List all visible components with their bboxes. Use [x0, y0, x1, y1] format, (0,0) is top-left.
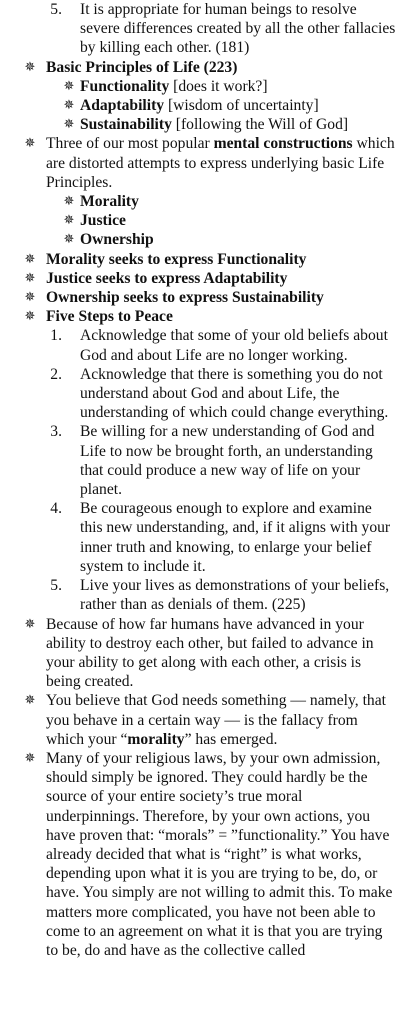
bold-text: Justice seeks to express Adaptability — [46, 269, 288, 287]
text-run: Live your lives as demonstrations of your beliefs, rather than as denials of them. (225) — [80, 577, 390, 614]
item-text — [46, 250, 398, 269]
asterisk-bullet-icon: ✵ — [24, 270, 36, 286]
item-number: 3. — [50, 423, 62, 441]
bold-text: Sustainability — [80, 116, 172, 134]
bold-text: morality — [127, 730, 185, 748]
bold-text: Five Steps to Peace — [46, 308, 173, 326]
text-run: Acknowledge that some of your old beliefs about God and about Life are no longer working. — [80, 327, 388, 364]
numbered-item — [0, 422, 412, 499]
bullet-item — [0, 250, 412, 269]
item-text — [46, 691, 398, 749]
item-number: 1. — [50, 327, 62, 345]
text-run: ” has emerged. — [184, 730, 278, 748]
asterisk-bullet-icon: ✵ — [24, 59, 36, 75]
item-text — [46, 615, 398, 692]
asterisk-bullet-icon: ✵ — [24, 693, 36, 709]
text-run: [does it work?] — [169, 77, 268, 95]
asterisk-bullet-icon: ✵ — [24, 136, 36, 152]
item-text — [80, 576, 398, 614]
bullet-item — [0, 307, 412, 326]
sub-bullet-item — [0, 211, 412, 230]
bullet-item — [0, 58, 412, 77]
bold-text: Basic Principles of Life (223) — [46, 58, 238, 76]
bold-text: Ownership — [80, 231, 154, 249]
item-text — [80, 211, 398, 230]
item-text — [46, 58, 398, 77]
sub-bullet-item — [0, 96, 412, 115]
item-text — [80, 192, 398, 211]
text-run: It is appropriate for human beings to resolve severe differences created by all the other fallacies by killing each other. (181) — [80, 1, 396, 57]
item-text — [80, 115, 398, 134]
text-run: Many of your religious laws, by your own admission, should simply be ignored. They could hardly be the source of your entire society’s true moral underpinnings. Therefore, by your own actions, you have proven that: “morals” = ”functionality.” You have already decided that what is “right” is what works, depending upon what it is you are trying to be, do, or have. You simply are not willing to admit this. To make matters more complicated, you have not been able to come to an agreement on what it is that you are trying to be, do and have as the collective called — [46, 749, 393, 959]
item-text — [80, 96, 398, 115]
text-run: [wisdom of uncertainty] — [164, 97, 319, 115]
item-text — [46, 749, 398, 960]
numbered-item — [0, 0, 412, 58]
item-number: 5. — [50, 1, 62, 18]
text-run: You believe that God needs something — namely, that you behave in a certain way — is the fallacy from which your “ — [46, 692, 386, 748]
numbered-item — [0, 326, 412, 364]
bold-text: Ownership seeks to express Sustainability — [46, 289, 324, 307]
numbered-item — [0, 365, 412, 423]
item-text — [46, 307, 398, 326]
item-number: 5. — [50, 577, 62, 595]
bold-text: Morality — [80, 193, 139, 211]
sub-bullet-item — [0, 115, 412, 134]
asterisk-bullet-icon: ✵ — [24, 290, 36, 306]
item-text — [80, 230, 398, 249]
bullet-item — [0, 288, 412, 307]
asterisk-bullet-icon: ✵ — [24, 750, 36, 766]
item-text — [46, 134, 398, 192]
text-run: [following the Will of God] — [171, 116, 349, 134]
asterisk-bullet-icon: ✵ — [63, 98, 75, 114]
asterisk-bullet-icon: ✵ — [63, 194, 75, 210]
bullet-item — [0, 691, 412, 749]
text-run: Because of how far humans have advanced in your ability to destroy each other, but failed to advance in your ability to get along with each other, a crisis is being created. — [46, 615, 374, 691]
bold-text: Morality seeks to express Functionality — [46, 250, 307, 268]
bullet-item — [0, 134, 412, 192]
asterisk-bullet-icon: ✵ — [63, 232, 75, 248]
bold-text: Justice — [80, 212, 126, 230]
asterisk-bullet-icon: ✵ — [63, 78, 75, 94]
item-text — [80, 0, 398, 58]
asterisk-bullet-icon: ✵ — [24, 251, 36, 267]
text-run: Be willing for a new understanding of God and Life to now be brought forth, an understanding that could produce a new way of life on your planet. — [80, 423, 375, 499]
sub-bullet-item — [0, 77, 412, 96]
asterisk-bullet-icon: ✵ — [63, 213, 75, 229]
sub-bullet-item — [0, 192, 412, 211]
text-run: which are distorted attempts to express underlying basic Life Principles. — [46, 135, 395, 191]
sub-bullet-item — [0, 230, 412, 249]
bold-text: mental constructions — [213, 135, 353, 153]
bullet-item — [0, 749, 412, 960]
numbered-item — [0, 576, 412, 614]
text-run: Acknowledge that there is something you do not understand about God and about Life, the understanding of which could change everything. — [80, 365, 389, 422]
numbered-item — [0, 499, 412, 576]
asterisk-bullet-icon: ✵ — [24, 309, 36, 325]
item-text — [80, 499, 398, 576]
bold-text: Adaptability — [80, 97, 165, 115]
text-run: Three of our most popular — [46, 135, 214, 153]
bold-text: Functionality — [80, 77, 170, 95]
bullet-item — [0, 615, 412, 692]
item-number: 2. — [50, 365, 62, 383]
text-run: Be courageous enough to explore and examine this new understanding, and, if it aligns with your inner truth and knowing, to enlarge your belief system to include it. — [80, 500, 391, 575]
asterisk-bullet-icon: ✵ — [63, 117, 75, 133]
item-text — [46, 269, 398, 288]
item-text — [80, 422, 398, 499]
bullet-item — [0, 269, 412, 288]
item-text — [80, 365, 398, 423]
item-text — [80, 326, 398, 364]
item-text — [80, 77, 398, 96]
asterisk-bullet-icon: ✵ — [24, 616, 36, 632]
item-number: 4. — [50, 500, 62, 518]
item-text — [46, 288, 398, 307]
